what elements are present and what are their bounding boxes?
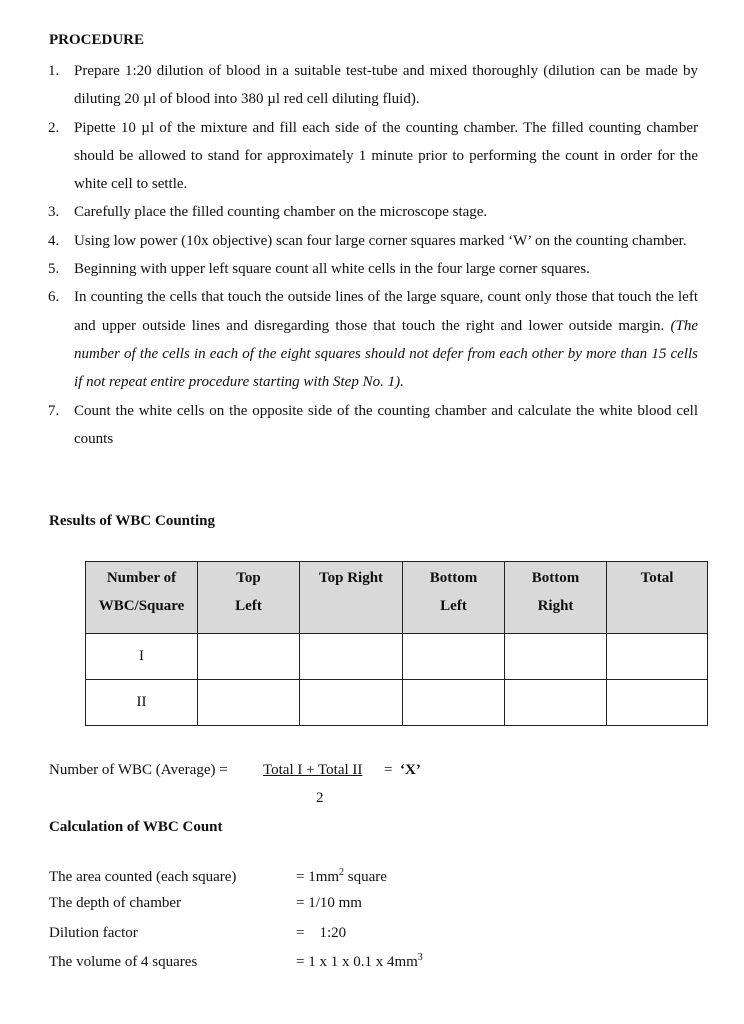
- col-header-bottom-right: Bottom Right: [505, 562, 607, 634]
- step-5: [48, 255, 698, 283]
- table-cell: [198, 680, 300, 726]
- table-cell: [505, 634, 607, 680]
- step-text: Count the white cells on the opposite side of the counting chamber and calculate the white blood cell counts: [74, 402, 698, 447]
- results-title: Results of WBC Counting: [49, 513, 216, 529]
- calc-value: = 1:20: [296, 925, 347, 941]
- table-header-row: [86, 562, 708, 634]
- col-header-number: Number of WBC/Square: [86, 562, 198, 634]
- table-cell: [300, 634, 403, 680]
- calc-value: = 1 x 1 x 0.1 x $4mm^3$: [296, 952, 423, 970]
- step-1: [48, 57, 698, 114]
- formula-denominator: 2: [316, 790, 324, 806]
- step-number: 2.: [48, 119, 60, 136]
- table-cell: [403, 680, 505, 726]
- table-row: [86, 680, 708, 726]
- table-cell: [505, 680, 607, 726]
- results-table: [85, 561, 708, 726]
- table-cell: [607, 634, 708, 680]
- col-header-total: Total: [607, 562, 708, 634]
- step-number: 3.: [48, 204, 60, 221]
- step-7: [48, 397, 698, 454]
- step-text: Pipette 10 µl of the mixture and fill each side of the counting chamber. The filled counting chamber should be allowed to stand for approximately 1 minute prior to performing the count in order for the white cell to settle.: [74, 119, 698, 193]
- calc-label: Dilution factor: [49, 925, 138, 941]
- calculation-title: Calculation of WBC Count: [49, 819, 223, 835]
- calc-value: = $1mm^2$ square: [296, 867, 387, 885]
- step-text: Carefully place the filled counting chamber on the microscope stage.: [74, 204, 488, 221]
- col-header-bottom-left: Bottom Left: [403, 562, 505, 634]
- step-2: [48, 114, 698, 199]
- step-number: 6.: [48, 289, 60, 306]
- table-row: [86, 634, 708, 680]
- procedure-heading: PROCEDURE: [49, 32, 145, 48]
- step-text: Using low power (10x objective) scan four large corner squares marked ‘W’ on the counting chamber.: [74, 232, 687, 249]
- calc-value: = 1/10 mm: [296, 895, 362, 911]
- table-cell: [403, 634, 505, 680]
- step-number: 1.: [48, 63, 60, 79]
- formula-result: ‘X’: [400, 762, 421, 778]
- calc-label: The volume of 4 squares: [49, 954, 198, 970]
- formula-equals: =: [384, 762, 393, 778]
- step-text: Beginning with upper left square count all white cells in the four large corner squares.: [74, 261, 590, 278]
- step-3: [48, 198, 698, 226]
- step-text: In counting the cells that touch the outside lines of the large square, count only those that touch the left and upper outside lines and disregarding those that touch the right and lower outside margin.: [74, 289, 698, 334]
- table-cell: [198, 634, 300, 680]
- calc-label: The depth of chamber: [49, 895, 182, 911]
- step-text: Prepare 1:20 dilution of blood in a suitable test-tube and mixed thoroughly (dilution can be made by diluting 20 µl of blood into 380 µl red cell diluting fluid).: [74, 63, 698, 108]
- procedure-steps: [48, 57, 698, 453]
- formula-lhs: Number of WBC (Average) =: [49, 762, 228, 778]
- step-4: [48, 227, 698, 255]
- col-header-top-left: Top Left: [198, 562, 300, 634]
- formula-numerator: Total I + Total II: [263, 762, 363, 778]
- step-6: [48, 283, 698, 396]
- step-note: (The number of the cells in each of the eight squares should not defer from each other by more than 15 cells if not repeat entire procedure starting with Step No. 1).: [74, 317, 698, 391]
- row-label: I: [86, 634, 198, 680]
- table-cell: [300, 680, 403, 726]
- step-number: 7.: [48, 402, 60, 419]
- calc-label: The area counted (each square): [49, 869, 237, 885]
- table-cell: [607, 680, 708, 726]
- step-number: 5.: [48, 261, 60, 278]
- step-number: 4.: [48, 232, 60, 249]
- col-header-top-right: Top Right: [300, 562, 403, 634]
- row-label: II: [86, 680, 198, 726]
